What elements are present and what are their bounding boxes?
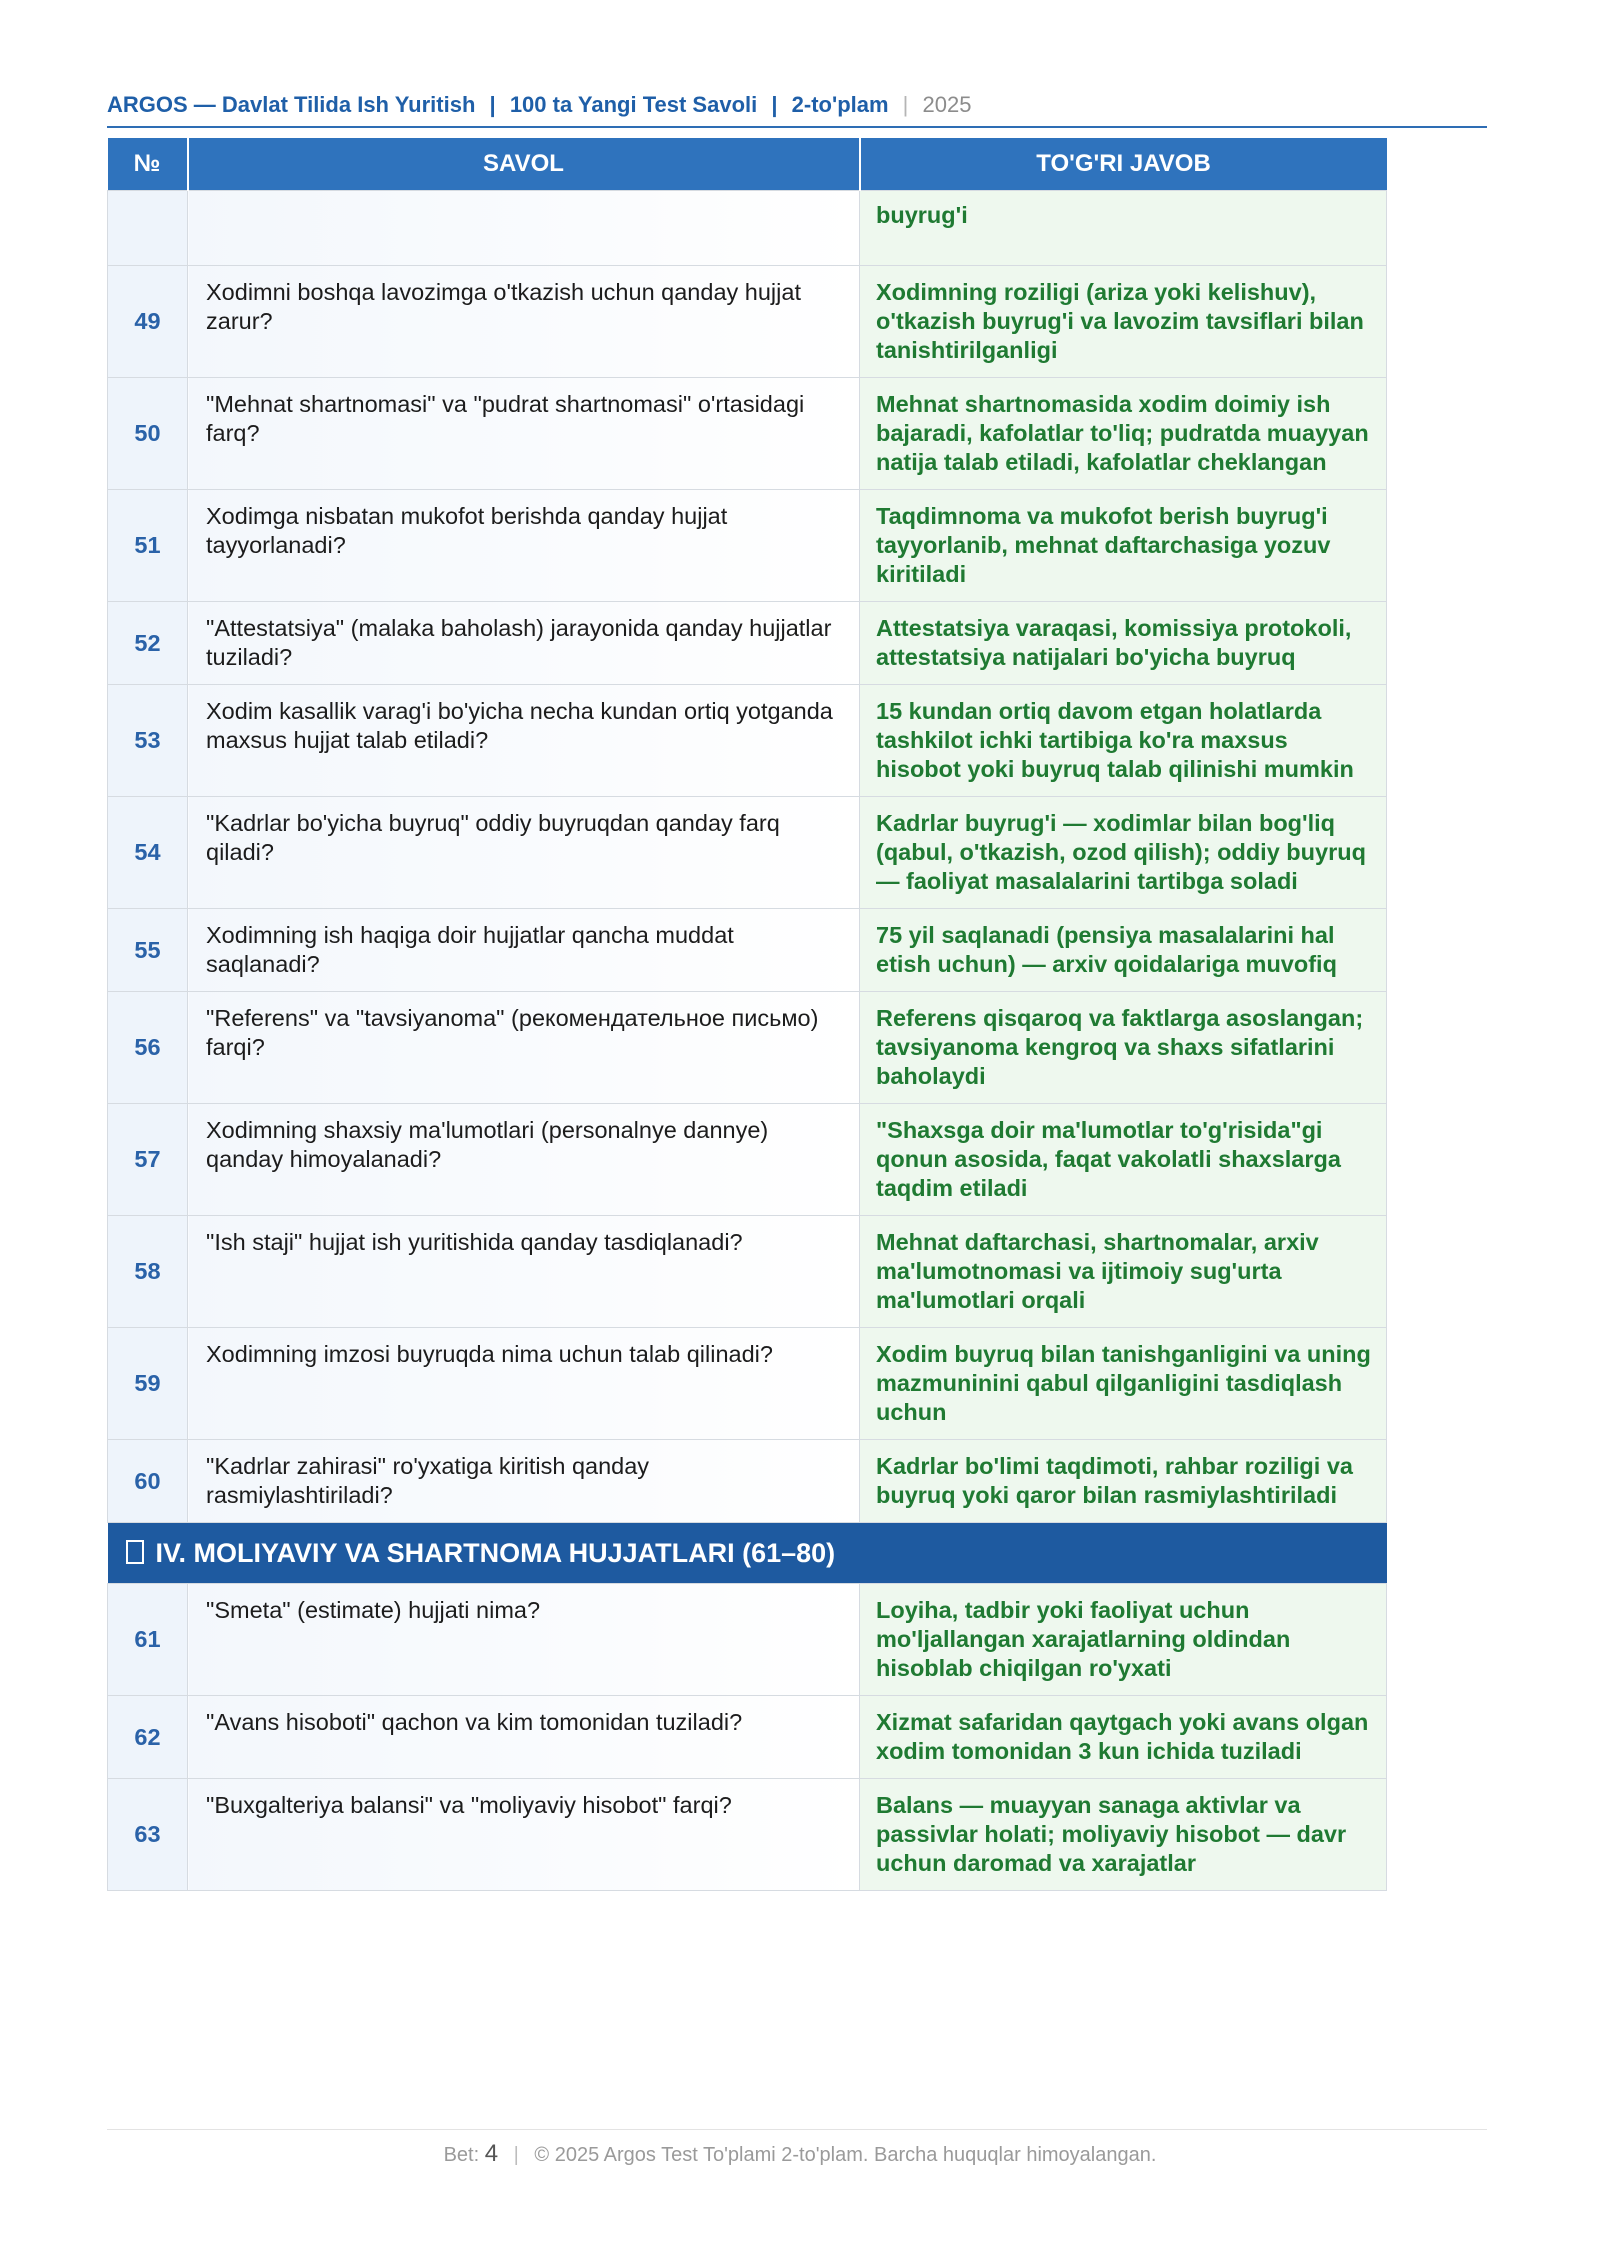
row-answer: Taqdimnoma va mukofot berish buyrug'i tayyorlanib, mehnat daftarchasiga yozuv kiritiladi bbox=[860, 490, 1387, 602]
row-number: 55 bbox=[108, 909, 188, 992]
row-question: Xodimning ish haqiga doir hujjatlar qancha muddat saqlanadi? bbox=[188, 909, 860, 992]
header-separator: | bbox=[489, 92, 496, 117]
footer-separator: | bbox=[513, 2144, 519, 2166]
row-number: 62 bbox=[108, 1696, 188, 1779]
column-header-number: № bbox=[108, 138, 188, 191]
row-number: 54 bbox=[108, 797, 188, 909]
row-number: 56 bbox=[108, 992, 188, 1104]
table-row bbox=[108, 378, 1387, 490]
header-set-number: 2-to'plam bbox=[791, 92, 889, 117]
page-footer bbox=[0, 2140, 1600, 2168]
footer-divider bbox=[107, 2129, 1487, 2130]
row-question: Xodimni boshqa lavozimga o'tkazish uchun qanday hujjat zarur? bbox=[188, 266, 860, 378]
row-question: Xodimga nisbatan mukofot berishda qanday hujjat tayyorlanadi? bbox=[188, 490, 860, 602]
row-answer: Xodimning roziligi (ariza yoki kelishuv), o'tkazish buyrug'i va lavozim tavsiflari bilan tanishtirilganligi bbox=[860, 266, 1387, 378]
row-number bbox=[108, 191, 188, 266]
table-row bbox=[108, 1104, 1387, 1216]
table-row bbox=[108, 909, 1387, 992]
table-row bbox=[108, 1328, 1387, 1440]
row-question: "Kadrlar bo'yicha buyruq" oddiy buyruqdan qanday farq qiladi? bbox=[188, 797, 860, 909]
row-answer: buyrug'i bbox=[860, 191, 1387, 266]
row-answer: Balans — muayyan sanaga aktivlar va passivlar holati; moliyaviy hisobot — davr uchun daromad va xarajatlar bbox=[860, 1779, 1387, 1891]
section-header bbox=[108, 1523, 1387, 1584]
row-question bbox=[188, 191, 860, 266]
footer-copyright: © 2025 Argos Test To'plami 2-to'plam. Barcha huquqlar himoyalangan. bbox=[534, 2144, 1157, 2166]
row-number: 53 bbox=[108, 685, 188, 797]
row-answer: Xodim buyruq bilan tanishganligini va uning mazmuninini qabul qilganligini tasdiqlash uchun bbox=[860, 1328, 1387, 1440]
row-number: 49 bbox=[108, 266, 188, 378]
row-question: "Smeta" (estimate) hujjati nima? bbox=[188, 1584, 860, 1696]
header-set-title: 100 ta Yangi Test Savoli bbox=[509, 92, 758, 117]
row-question: Xodimning shaxsiy ma'lumotlari (personalnye dannye) qanday himoyalanadi? bbox=[188, 1104, 860, 1216]
row-number: 59 bbox=[108, 1328, 188, 1440]
row-question: "Buxgalteriya balansi" va "moliyaviy hisobot" farqi? bbox=[188, 1779, 860, 1891]
row-number: 61 bbox=[108, 1584, 188, 1696]
row-question: "Referens" va "tavsiyanoma" (рекомендательное письмо) farqi? bbox=[188, 992, 860, 1104]
row-question: "Attestatsiya" (malaka baholash) jarayonida qanday hujjatlar tuziladi? bbox=[188, 602, 860, 685]
qa-table bbox=[107, 138, 1387, 1891]
table-row bbox=[108, 685, 1387, 797]
table-row bbox=[108, 266, 1387, 378]
row-question: Xodimning imzosi buyruqda nima uchun talab qilinadi? bbox=[188, 1328, 860, 1440]
table-row bbox=[108, 992, 1387, 1104]
page-header bbox=[107, 92, 1487, 128]
header-separator: | bbox=[771, 92, 778, 117]
row-answer: Mehnat daftarchasi, shartnomalar, arxiv ma'lumotnomasi va ijtimoiy sug'urta ma'lumotlari orqali bbox=[860, 1216, 1387, 1328]
header-brand: ARGOS — Davlat Tilida Ish Yuritish bbox=[107, 92, 476, 117]
footer-page-label: Bet: bbox=[443, 2144, 480, 2166]
section-header-row bbox=[108, 1523, 1387, 1584]
table-row-continued bbox=[108, 191, 1387, 266]
table-row bbox=[108, 1440, 1387, 1523]
row-answer: Kadrlar buyrug'i — xodimlar bilan bog'liq (qabul, o'tkazish, ozod qilish); oddiy buyruq — faoliyat masalalarini tartibga soladi bbox=[860, 797, 1387, 909]
row-number: 50 bbox=[108, 378, 188, 490]
table-body-section-4 bbox=[108, 1584, 1387, 1891]
row-answer: Referens qisqaroq va faktlarga asoslangan; tavsiyanoma kengroq va shaxs sifatlarini baholaydi bbox=[860, 992, 1387, 1104]
table-body-section-3 bbox=[108, 191, 1387, 1523]
table-row bbox=[108, 797, 1387, 909]
table-row bbox=[108, 1584, 1387, 1696]
row-number: 52 bbox=[108, 602, 188, 685]
header-separator: | bbox=[902, 92, 909, 117]
row-question: "Mehnat shartnomasi" va "pudrat shartnomasi" o'rtasidagi farq? bbox=[188, 378, 860, 490]
section-checkbox-icon bbox=[126, 1540, 144, 1564]
column-header-answer: TO'G'RI JAVOB bbox=[860, 138, 1387, 191]
section-title: IV. MOLIYAVIY VA SHARTNOMA HUJJATLARI (61–80) bbox=[155, 1537, 836, 1568]
row-number: 51 bbox=[108, 490, 188, 602]
row-number: 57 bbox=[108, 1104, 188, 1216]
row-answer: Xizmat safaridan qaytgach yoki avans olgan xodim tomonidan 3 kun ichida tuziladi bbox=[860, 1696, 1387, 1779]
table-row bbox=[108, 1779, 1387, 1891]
table-row bbox=[108, 1696, 1387, 1779]
table-row bbox=[108, 490, 1387, 602]
row-answer: 75 yil saqlanadi (pensiya masalalarini hal etish uchun) — arxiv qoidalariga muvofiq bbox=[860, 909, 1387, 992]
row-question: Xodim kasallik varag'i bo'yicha necha kundan ortiq yotganda maxsus hujjat talab etiladi? bbox=[188, 685, 860, 797]
row-answer: "Shaxsga doir ma'lumotlar to'g'risida"gi qonun asosida, faqat vakolatli shaxslarga taqdim etiladi bbox=[860, 1104, 1387, 1216]
table-row bbox=[108, 602, 1387, 685]
row-answer: Attestatsiya varaqasi, komissiya protokoli, attestatsiya natijalari bo'yicha buyruq bbox=[860, 602, 1387, 685]
row-number: 60 bbox=[108, 1440, 188, 1523]
row-question: "Kadrlar zahirasi" ro'yxatiga kiritish qanday rasmiylashtiriladi? bbox=[188, 1440, 860, 1523]
table-header-row bbox=[108, 138, 1387, 191]
row-question: "Ish staji" hujjat ish yuritishida qanday tasdiqlanadi? bbox=[188, 1216, 860, 1328]
row-number: 63 bbox=[108, 1779, 188, 1891]
row-answer: Loyiha, tadbir yoki faoliyat uchun mo'ljallangan xarajatlarning oldindan hisoblab chiqilgan ro'yxati bbox=[860, 1584, 1387, 1696]
row-answer: Mehnat shartnomasida xodim doimiy ish bajaradi, kafolatlar to'liq; pudratda muayyan natija talab etiladi, kafolatlar cheklangan bbox=[860, 378, 1387, 490]
column-header-question: SAVOL bbox=[188, 138, 860, 191]
row-answer: Kadrlar bo'limi taqdimoti, rahbar roziligi va buyruq yoki qaror bilan rasmiylashtiriladi bbox=[860, 1440, 1387, 1523]
row-question: "Avans hisoboti" qachon va kim tomonidan tuziladi? bbox=[188, 1696, 860, 1779]
row-answer: 15 kundan ortiq davom etgan holatlarda tashkilot ichki tartibiga ko'ra maxsus hisobot yoki buyruq talab qilinishi mumkin bbox=[860, 685, 1387, 797]
row-number: 58 bbox=[108, 1216, 188, 1328]
footer-page-number: 4 bbox=[484, 2140, 499, 2167]
table-row bbox=[108, 1216, 1387, 1328]
header-year: 2025 bbox=[922, 92, 972, 117]
